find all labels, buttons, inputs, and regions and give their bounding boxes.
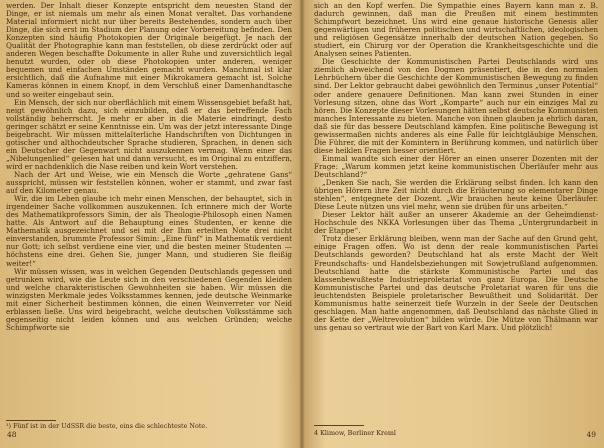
paragraph: Dieser Lektor hält außer an unserer Akademie an der Geheimdienst-Hochschule des NKKA Vorlesungen über das Thema „Untergrundarbeit in der Etappe“.	[314, 210, 598, 236]
signature-rule	[314, 425, 364, 426]
right-page-body	[314, 2, 598, 332]
paragraph: „Denken Sie nach, Sie werden die Erklärung selbst finden. Ich kann den übrigen Hörern ihre Zeit nicht durch die Erläuterung so elementarer Dinge stehlen“, entgegnete der Dozent. „Wir brauchen heute keine Überläufer. Diese Leute nützen uns viel mehr, wenn sie drüben für uns arbeiten.“	[314, 178, 598, 212]
paragraph: Die Geschichte der Kommunistischen Partei Deutschlands wird uns ziemlich abweichend von den Dogmen präsentiert, die in den normalen Lehrbüchern über die Geschichte der Kommunistischen Bewegung zu finden sind. Der Lektor gebraucht dabei gewöhnlich den Terminus „unser Potential“ oder andere genauere Definitionen. Man kann zwei Stunden in einer Vorlesung sitzen, ohne das Wort „Komparte“ auch nur ein einziges Mal zu hören. Die Konzepte dieser Vorlesungen hätten selbst deutsche Kommunisten manches Interessante zu bieten. Manche von ihnen glauben ja ehrlich daran, daß sie für das bessere Deutschland kämpfen. Eine politische Bewegung ist gewissermaßen nichts anderes als eine Falle für leichtgläubige Menschen. Die Führer, die mit der Komintern in Berührung kommen, und natürlich über diese heiklen Fragen besser orientiert.	[314, 57, 598, 155]
page-number: 48	[7, 430, 17, 439]
left-page	[0, 0, 300, 448]
page-number: 49	[586, 430, 596, 439]
right-page	[304, 0, 604, 448]
paragraph: Nach der Art und Weise, wie ein Mensch die Worte „gehratene Gans“ ausspricht, müssen wir feststellen können, woher er stammt, und zwar fast auf den Kilometer genau.	[6, 169, 292, 196]
paragraph: Wir, die im Leben glaube ich mehr einen Menschen, der behauptet, sich in irgendeiner Sache vollkommen auszukennen. Ich erinnere mich der Worte des Mathematikprofessors Simin, der als Theologie-Philosoph einen Namen hatte. Als Antwort auf die Behauptung eines Studenten, er kenne die Mathematik ausgezeichnet und sei mit der Ihm erteilten Note drei nicht einverstanden, brummte Professor Simin: „Eine fünf“ in Mathematik verdient nur Gott; ich selbst verdiene eine vier, und die besten meiner Studenten — höchstens eine drei. Gehen Sie, junger Mann, und studieren Sie fleißig weiter!“	[6, 194, 292, 268]
paragraph: sich an den Kopf werfen. Die Sympathie eines Bayern kann man z. B. dadurch gewinnen, daß man die Preußen mit einem bestimmten Schimpfwort bezeichnet. Uns wird eine genaue historische Genesis aller gegenwärtigen und früheren politischen und wirtschaftlichen, ideologischen und religiösen Gegensätze innerhalb der deutschen Nation gegeben. So studiert, ein Chirurg vor der Operation die Krankheitsgeschichte und die Analysen seines Patienten.	[314, 1, 598, 59]
paragraph: werden. Der Inhalt dieser Konzepte entspricht dem neuesten Stand der Dinge, er ist niemals um mehr als einen Monat veraltet. Das vorhandene Material informiert nicht nur über bereits Bestehendes, sondern auch über Dinge, die sich erst im Stadium der Planung oder Vorbereitung befinden. Den Konzepten sind häufig Photokopien der Originale beigefügt. Je nach der Qualität der Photographie kann man feststellen, ob diese zerdrückt oder auf anderen Wegen beschaffte Dokumente in aller Ruhe und zuversichtlich legal benutzt wurden, oder ob diese Photokopien unter anderen, weniger bequemen und einfachen Umständen gemacht wurden. Manchmal ist klar ersichtlich, daß die Aufnahme mit einer Mikrokamera gemacht ist. Solche Kameras können in einem Knopf, in dem Verschluß einer Damenhandtasche und so weiter eingebaut sein.	[6, 1, 292, 99]
paragraph: Wir müssen wissen, was in welchen Gegenden Deutschlands gegessen und getrunken wird, wie die Leute sich in den verschiedenen Gegenden kleiden und welche charakteristischen Gewohnheiten sie haben. Wir müssen die winzigsten Merkmale jedes Volksstammes kennen, jede deutsche Weinmarke mit einer Sicherheit bestimmen können, die einen Weinverreter vor Neid erblassen ließe. Uns wird beigebracht, welche deutschen Volksstämme sich gegenseitig nicht leiden können und aus welchen Gründen; welche Schimpfworte sie	[6, 266, 292, 332]
printer-signature: 4 Klimow, Berliner Kreml	[314, 429, 396, 437]
left-page-body	[6, 2, 292, 332]
footnote-rule	[6, 420, 56, 421]
paragraph: Einmal wandte sich einer der Hörer an einen unserer Dozenten mit der Frage: „Warum kommen jetzt keine kommunistischen Überläufer mehr aus Deutschland?“	[314, 153, 598, 179]
paragraph: Trotz dieser Erklärung bleiben, wenn man der Sache auf den Grund geht, einige Fragen offen. Wo ist denn der reale kommunistischen Partei Deutschlands geworden? Deutschland hat als erste Macht der Welt Freundschafts- und Handelsbeziehungen mit Sowjetrußland aufgenommen. Deutschland hatte die stärkste Kommunistische Partei und das klassenbewußteste Industrieproletariat von ganz Europa. Die Deutsche Kommunistische Partei und das deutsche Proletariat waren für uns die leuchtendsten Beispiele proletarischer Bewußtheit und Solidarität. Der Kommunismus hatte seinerzeit tiefe Wurzeln in der Seele der Deutschen geschlagen. Man hatte angenommen, daß Deutschland das nächste Glied in der Kette der „Weltrevolution“ bilden würde. Die Mütze von Thälmann war uns genau so vertraut wie der Bart von Karl Marx. Und plötzlich!	[314, 234, 598, 332]
paragraph: Ein Mensch, der sich nur oberflächlich mit einem Wissensgebiet befaßt hat, neigt gewöhnlich dazu, sich einzubilden, daß er das betreffende Fach vollständig beherrscht. Je mehr er aber in die Materie eindringt, desto geringer schätzt er seine Kenntnisse ein. Um was der jetzt interessante Dinge beigebracht. Wir müssen mittelalterliche Handschriften von Dichtungen in gotischer und althochdeutscher Sprache studieren, Sprachen, in denen sich ein Deutscher der Gegenwart nicht auszukennen vermag. Wenn einer das „Nibelungenlied“ gelesen hat und dann versucht, es im Original zu entziffern, wird er nachdenklich die Nase reiben und kein Wort verstehen.	[6, 97, 292, 171]
footnote: ¹) Fünf ist in der UdSSR die beste, eins die schlechteste Note.	[6, 422, 208, 430]
